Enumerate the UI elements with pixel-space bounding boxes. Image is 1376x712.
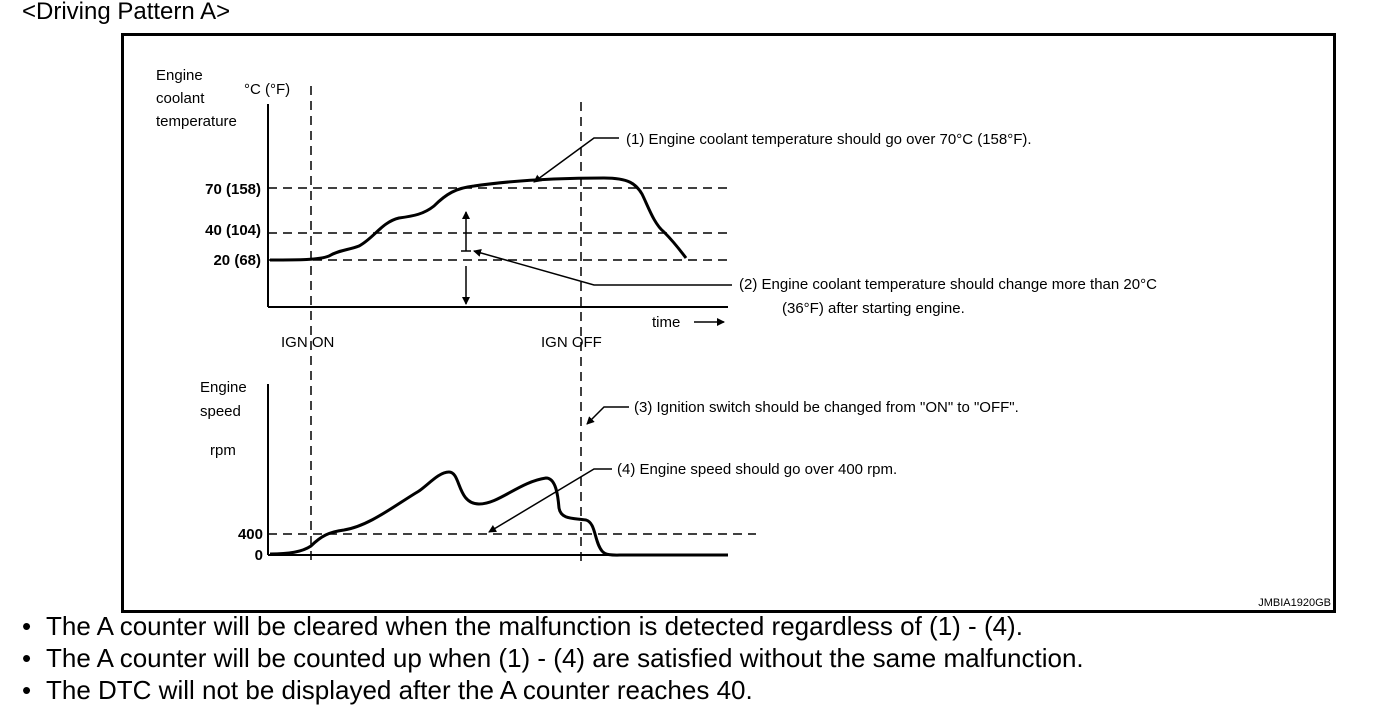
driving-pattern-diagram <box>124 36 1333 610</box>
note1-leader <box>534 138 619 182</box>
note4: (4) Engine speed should go over 400 rpm. <box>617 461 898 478</box>
note1: (1) Engine coolant temperature should go over 70°C (158°F). <box>626 131 1032 148</box>
speed-ylabel-line2: speed <box>200 403 241 420</box>
ign-on-label: IGN ON <box>281 334 335 351</box>
note3-leader <box>587 407 629 424</box>
speed-tick-0: 0 <box>254 547 263 564</box>
temp-ylabel-line1: Engine <box>156 67 203 84</box>
temp-ylabel-line2: coolant <box>156 90 205 107</box>
temp-unit-label: °C (°F) <box>244 81 291 98</box>
diagram-title: <Driving Pattern A> <box>22 0 231 25</box>
bullet-item: • The A counter will be cleared when the malfunction is detected regardless of (1) - (4). <box>22 611 1023 641</box>
note2-line1: (2) Engine coolant temperature should change more than 20°C <box>739 276 1157 293</box>
bullet-item: • The DTC will not be displayed after the A counter reaches 40. <box>22 675 753 705</box>
temp-ylabel-line3: temperature <box>156 113 237 130</box>
temp-tick-70: 70 (158) <box>205 181 261 198</box>
speed-ylabel-line1: Engine <box>200 379 247 396</box>
temp-tick-20: 20 (68) <box>213 252 261 269</box>
bullet-list <box>22 610 1084 706</box>
figure-code: JMBIA1920GB <box>1258 597 1331 609</box>
ign-off-label: IGN OFF <box>541 334 602 351</box>
note3: (3) Ignition switch should be changed from "ON" to "OFF". <box>634 399 1019 416</box>
engine-speed-curve <box>270 472 728 555</box>
speed-tick-400: 400 <box>237 526 263 543</box>
diagram-frame <box>121 33 1336 613</box>
coolant-temperature-curve <box>270 178 686 260</box>
note2-line2: (36°F) after starting engine. <box>782 300 965 317</box>
note2-leader <box>474 251 732 285</box>
speed-unit-label: rpm <box>210 442 236 459</box>
time-label: time <box>652 314 681 331</box>
bullet-item: • The A counter will be counted up when (1) - (4) are satisfied without the same malfunction. <box>22 643 1084 673</box>
temp-tick-40: 40 (104) <box>205 222 261 239</box>
